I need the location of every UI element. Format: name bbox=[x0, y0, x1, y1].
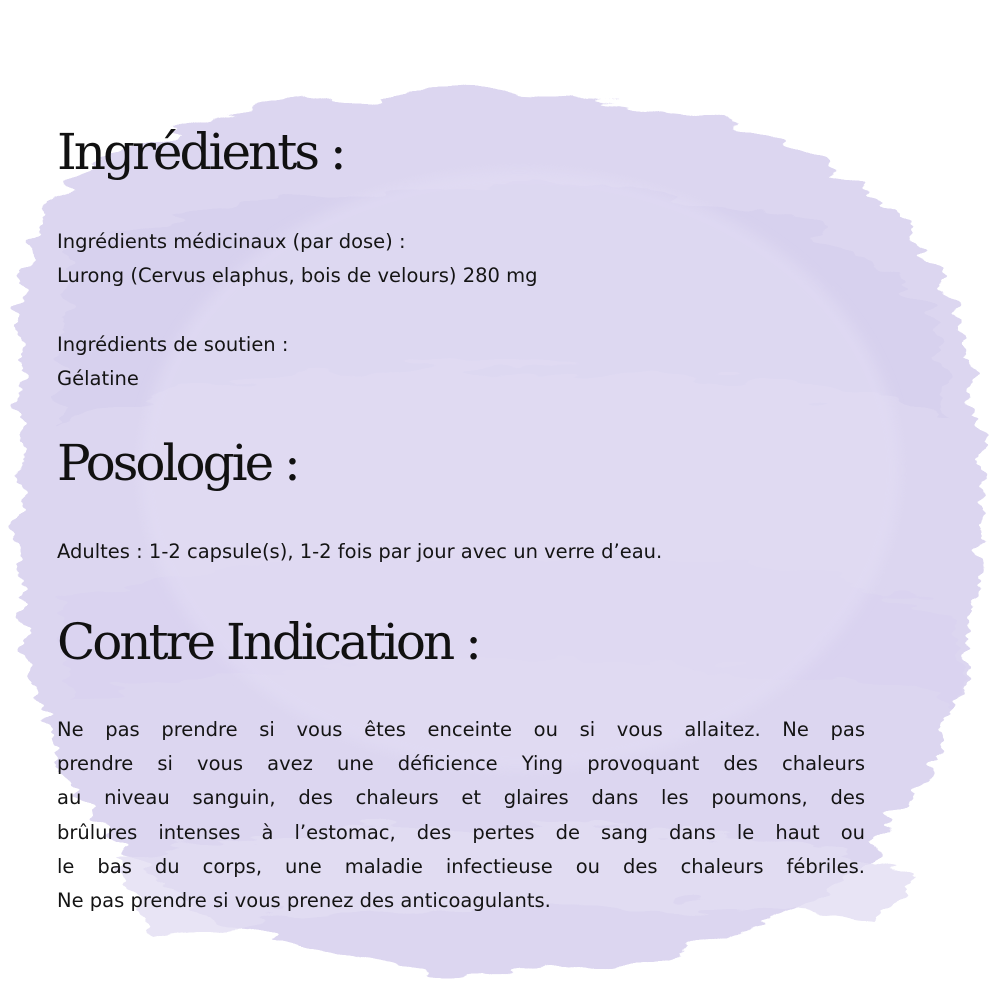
support-ingredients-label: Ingrédients de soutien : bbox=[57, 333, 289, 356]
posologie-heading: Posologie : bbox=[57, 434, 298, 492]
medicinal-ingredients-label: Ingrédients médicinaux (par dose) : bbox=[57, 230, 406, 253]
contre-indication-line: brûlures intenses à l’estomac, des pertes de sang dans le haut ou bbox=[57, 820, 865, 844]
contre-indication-line: le bas du corps, une maladie infectieuse ou des chaleurs fébriles. bbox=[57, 854, 865, 878]
support-ingredients-value: Gélatine bbox=[57, 367, 139, 390]
contre-indication-line: prendre si vous avez une déficience Ying provoquant des chaleurs bbox=[57, 752, 865, 776]
contre-indication-heading: Contre Indication : bbox=[57, 613, 479, 671]
contre-indication-text bbox=[57, 713, 865, 918]
medicinal-ingredients-value: Lurong (Cervus elaphus, bois de velours) 280 mg bbox=[57, 264, 538, 287]
posologie-text: Adultes : 1-2 capsule(s), 1-2 fois par jour avec un verre d’eau. bbox=[57, 540, 663, 563]
ingredients-heading: Ingrédients : bbox=[57, 123, 344, 181]
contre-indication-line: Ne pas prendre si vous prenez des anticoagulants. bbox=[57, 889, 551, 913]
contre-indication-line: Ne pas prendre si vous êtes enceinte ou si vous allaitez. Ne pas bbox=[57, 718, 865, 741]
contre-indication-line: au niveau sanguin, des chaleurs et glaires dans les poumons, des bbox=[57, 786, 865, 810]
